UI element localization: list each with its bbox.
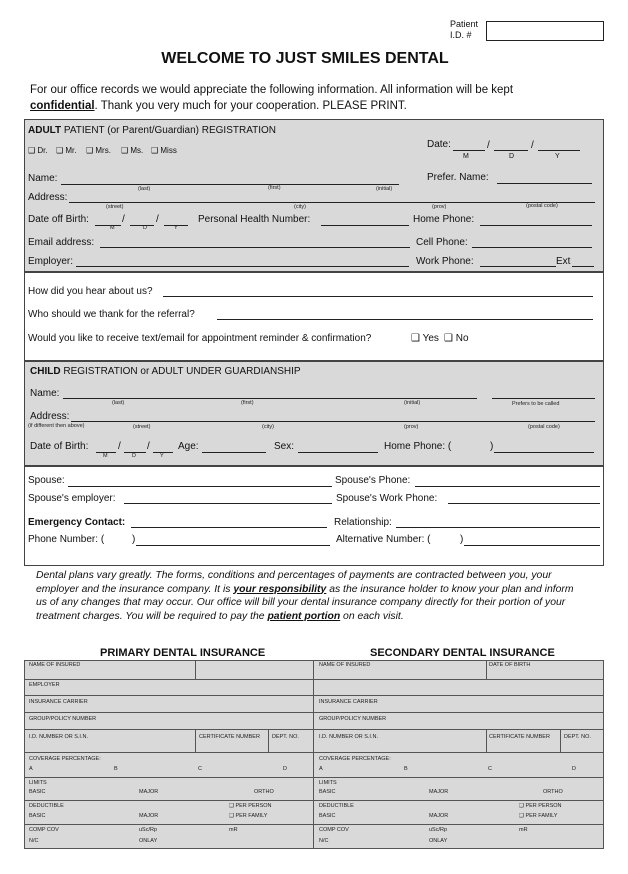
adult-section xyxy=(24,119,604,272)
primary-limits-ortho[interactable]: ORTHO xyxy=(254,789,274,795)
hear-about-field[interactable] xyxy=(163,296,593,297)
ins-row-divider xyxy=(24,824,604,825)
ins-col-divider xyxy=(268,729,269,752)
child-dob-slash-1: / xyxy=(118,441,121,452)
adult-date-m-caption: M xyxy=(463,153,469,160)
adult-name-label: Name: xyxy=(28,173,58,184)
child-dob-label: Date of Birth: xyxy=(30,441,89,452)
spouse-phone-field[interactable] xyxy=(415,486,600,487)
adult-dob-m-caption: M xyxy=(110,225,115,231)
phone-number-close: ) xyxy=(132,534,136,545)
secondary-usc-rp[interactable]: uSc/Rp xyxy=(429,827,448,833)
child-name-last-caption: (last) xyxy=(112,400,125,406)
child-name-initial-caption: (initial) xyxy=(404,400,421,406)
secondary-limits-ortho[interactable]: ORTHO xyxy=(543,789,563,795)
phone-number-label: Phone Number: ( xyxy=(28,534,105,545)
child-address-label: Address: xyxy=(30,411,70,422)
adult-work-phone-field[interactable] xyxy=(480,266,556,267)
title-miss-checkbox[interactable]: ❑ Miss xyxy=(151,146,177,155)
child-heading: CHILD REGISTRATION or ADULT UNDER GUARDIANSHIP xyxy=(30,366,301,377)
primary-mr[interactable]: mR xyxy=(229,827,238,833)
ins-center-divider xyxy=(313,660,314,849)
adult-date-slash-1: / xyxy=(487,140,490,151)
relationship-label: Relationship: xyxy=(334,517,392,528)
adult-employer-field[interactable] xyxy=(76,266,409,267)
adult-heading: ADULT PATIENT (or Parent/Guardian) REGISTRATION xyxy=(28,125,277,136)
phone-number-field[interactable] xyxy=(136,545,330,546)
adult-home-phone-field[interactable] xyxy=(480,225,592,226)
ins-col-divider xyxy=(195,729,196,752)
primary-limits-major[interactable]: MAJOR xyxy=(139,789,159,795)
spouse-field[interactable] xyxy=(68,486,332,487)
adult-home-phone-label: Home Phone: xyxy=(413,214,475,225)
confidential-text: confidential xyxy=(30,100,95,112)
secondary-deductible: DEDUCTIBLE xyxy=(319,803,354,809)
spouse-label: Spouse: xyxy=(28,475,65,486)
child-age-label: Age: xyxy=(178,441,199,452)
primary-per-family-checkbox[interactable]: ❑ PER FAMILY xyxy=(229,813,268,819)
primary-onlay[interactable]: ONLAY xyxy=(139,838,158,844)
insurance-table xyxy=(24,660,604,849)
secondary-limits: LIMITS xyxy=(319,780,337,786)
adult-name-field[interactable] xyxy=(61,184,399,185)
child-addr-prov-caption: (prov) xyxy=(404,424,419,430)
secondary-cov-a[interactable]: A xyxy=(319,766,323,772)
child-addr-city-caption: (city) xyxy=(262,424,274,430)
ins-row-divider xyxy=(24,729,604,730)
spouse-employer-label: Spouse's employer: xyxy=(28,493,116,504)
child-prefers-caption: Prefers to be called xyxy=(512,401,560,407)
secondary-group[interactable]: GROUP/POLICY NUMBER xyxy=(319,716,387,722)
adult-dob-month-field[interactable] xyxy=(95,225,121,226)
child-addr-postal-caption: (postal code) xyxy=(528,424,560,430)
spouse-employer-field[interactable] xyxy=(124,503,332,504)
secondary-per-person-checkbox[interactable]: ❑ PER PERSON xyxy=(519,803,562,809)
child-dob-m-caption: M xyxy=(103,453,108,459)
title-mr-checkbox[interactable]: ❑ Mr. xyxy=(56,146,77,155)
adult-cell-field[interactable] xyxy=(472,247,592,248)
adult-date-year-field[interactable] xyxy=(538,150,580,151)
referral-thank-label: Who should we thank for the referral? xyxy=(28,309,195,320)
page-title: WELCOME TO JUST SMILES DENTAL xyxy=(161,50,449,67)
patient-id-label: Patient I.D. # xyxy=(450,19,479,40)
secondary-name-of-insured[interactable]: NAME OF INSURED xyxy=(319,662,371,668)
secondary-carrier[interactable]: INSURANCE CARRIER xyxy=(319,699,378,705)
ins-col-divider xyxy=(195,660,196,679)
adult-work-phone-label: Work Phone: xyxy=(416,256,474,267)
relationship-field[interactable] xyxy=(396,527,600,528)
adult-employer-label: Employer: xyxy=(28,256,74,267)
adult-dob-d-caption: D xyxy=(143,225,147,231)
secondary-nc[interactable]: N/C xyxy=(319,838,329,844)
adult-address-label: Address: xyxy=(28,192,68,203)
ins-row-divider xyxy=(24,752,604,753)
adult-ext-field[interactable] xyxy=(572,266,594,267)
child-dob-y-caption: Y xyxy=(160,453,164,459)
spouse-phone-label: Spouse's Phone: xyxy=(335,475,411,486)
adult-email-field[interactable] xyxy=(100,247,410,248)
secondary-deductible-major[interactable]: MAJOR xyxy=(429,813,449,819)
child-dob-slash-2: / xyxy=(147,441,150,452)
child-prefers-field[interactable] xyxy=(492,398,595,399)
primary-cov-c[interactable]: C xyxy=(198,766,202,772)
ins-col-divider xyxy=(486,729,487,752)
adult-addr-city-caption: (city) xyxy=(294,204,306,210)
adult-date-day-field[interactable] xyxy=(494,150,528,151)
secondary-cov-c[interactable]: C xyxy=(488,766,492,772)
primary-deductible-major[interactable]: MAJOR xyxy=(139,813,159,819)
ins-row-divider xyxy=(24,800,604,801)
adult-date-slash-2: / xyxy=(531,140,534,151)
secondary-limits-basic[interactable]: BASIC xyxy=(319,789,336,795)
adult-date-d-caption: D xyxy=(509,153,515,160)
adult-name-initial-caption: (initial) xyxy=(376,186,393,192)
primary-cov-d[interactable]: D xyxy=(283,766,287,772)
secondary-mr[interactable]: mR xyxy=(519,827,528,833)
reminder-yes-checkbox[interactable]: ❑ Yes xyxy=(411,333,439,344)
child-home-phone-field[interactable] xyxy=(494,452,594,453)
reminder-question: Would you like to receive text/email for appointment reminder & confirmation? xyxy=(28,333,372,344)
primary-deductible: DEDUCTIBLE xyxy=(29,803,64,809)
ins-col-divider xyxy=(560,729,561,752)
primary-name-of-insured[interactable]: NAME OF INSURED xyxy=(29,662,81,668)
child-dob-d-caption: D xyxy=(132,453,136,459)
adult-cell-label: Cell Phone: xyxy=(416,237,468,248)
primary-group[interactable]: GROUP/POLICY NUMBER xyxy=(29,716,97,722)
secondary-date-of-birth[interactable]: DATE OF BIRTH xyxy=(489,662,531,668)
hear-about-label: How did you hear about us? xyxy=(28,286,153,297)
adult-prefer-name-label: Prefer. Name: xyxy=(427,172,489,183)
primary-nc[interactable]: N/C xyxy=(29,838,39,844)
secondary-per-family-checkbox[interactable]: ❑ PER FAMILY xyxy=(519,813,558,819)
spouse-work-phone-field[interactable] xyxy=(448,503,600,504)
secondary-dept[interactable]: DEPT. NO. xyxy=(564,734,591,740)
ins-row-divider xyxy=(24,712,604,713)
ins-col-divider xyxy=(486,660,487,679)
child-addr-street-caption: (street) xyxy=(133,424,151,430)
secondary-comp-cov[interactable]: COMP COV xyxy=(319,827,349,833)
child-name-label: Name: xyxy=(30,388,60,399)
primary-cov-b[interactable]: B xyxy=(114,766,118,772)
adult-addr-street-caption: (street) xyxy=(106,204,124,210)
alt-number-close: ) xyxy=(460,534,464,545)
title-dr-checkbox[interactable]: ❑ Dr. xyxy=(28,146,48,155)
primary-dept[interactable]: DEPT. NO. xyxy=(272,734,299,740)
primary-usc-rp[interactable]: uSc/Rp xyxy=(139,827,158,833)
adult-date-label: Date: xyxy=(427,139,451,150)
child-age-field[interactable] xyxy=(202,452,266,453)
child-home-phone-close: ) xyxy=(490,441,494,452)
primary-carrier[interactable]: INSURANCE CARRIER xyxy=(29,699,88,705)
secondary-certificate[interactable]: CERTIFICATE NUMBER xyxy=(489,734,550,740)
primary-employer[interactable]: EMPLOYER xyxy=(29,682,60,688)
child-sex-label: Sex: xyxy=(274,441,295,452)
primary-cov-a[interactable]: A xyxy=(29,766,33,772)
secondary-cov-d[interactable]: D xyxy=(572,766,576,772)
child-addr-note-caption: (if different then above) xyxy=(28,423,85,429)
secondary-insurance-title: SECONDARY DENTAL INSURANCE xyxy=(370,647,555,659)
ins-row-divider xyxy=(24,695,604,696)
ins-row-divider xyxy=(24,679,604,680)
child-home-phone-label: Home Phone: ( xyxy=(384,441,452,452)
adult-ext-label: Ext xyxy=(556,256,571,267)
secondary-coverage: COVERAGE PERCENTAGE: xyxy=(319,756,391,762)
adult-prefer-name-field[interactable] xyxy=(497,183,592,184)
contacts-section xyxy=(24,466,604,566)
reminder-no-checkbox[interactable]: ❑ No xyxy=(444,333,469,344)
primary-per-person-checkbox[interactable]: ❑ PER PERSON xyxy=(229,803,272,809)
patient-id-field[interactable] xyxy=(486,21,604,41)
title-ms-checkbox[interactable]: ❑ Ms. xyxy=(121,146,144,155)
referral-thank-field[interactable] xyxy=(217,319,593,320)
primary-deductible-basic[interactable]: BASIC xyxy=(29,813,46,819)
adult-date-y-caption: Y xyxy=(555,153,560,160)
adult-phn-field[interactable] xyxy=(321,225,409,226)
insurance-disclaimer: Dental plans vary greatly. The forms, conditions and percentages of payments are contracted between you, your employer and the insurance company. It is your responsibility as the insurance holder to know your plan and inform us of any changes that may occur. Our office will bill your dental insurance company directly for their portion of your treatment charges. You will be required to pay the patient portion on each visit. xyxy=(36,570,574,622)
adult-phn-label: Personal Health Number: xyxy=(198,214,311,225)
adult-name-last-caption: (last) xyxy=(138,186,151,192)
child-name-field[interactable] xyxy=(63,398,477,399)
intro-line1: For our office records we would appreciate the following information. All information will be kept xyxy=(30,84,514,96)
adult-address-field[interactable] xyxy=(69,202,595,203)
title-mrs-checkbox[interactable]: ❑ Mrs. xyxy=(86,146,111,155)
secondary-id-number[interactable]: I.D. NUMBER OR S.I.N. xyxy=(319,734,378,740)
adult-addr-prov-caption: (prov) xyxy=(432,204,447,210)
adult-date-month-field[interactable] xyxy=(453,150,485,151)
emergency-contact-label: Emergency Contact: xyxy=(28,517,126,528)
child-name-first-caption: (first) xyxy=(241,400,254,406)
primary-limits-basic[interactable]: BASIC xyxy=(29,789,46,795)
ins-row-divider xyxy=(24,777,604,778)
adult-dob-y-caption: Y xyxy=(174,225,178,231)
child-address-field[interactable] xyxy=(71,421,595,422)
secondary-onlay[interactable]: ONLAY xyxy=(429,838,448,844)
alt-number-label: Alternative Number: ( xyxy=(336,534,431,545)
primary-id-number[interactable]: I.D. NUMBER OR S.I.N. xyxy=(29,734,88,740)
adult-email-label: Email address: xyxy=(28,237,95,248)
primary-insurance-title: PRIMARY DENTAL INSURANCE xyxy=(100,647,266,659)
adult-name-first-caption: (first) xyxy=(268,185,281,191)
child-sex-field[interactable] xyxy=(298,452,378,453)
adult-addr-postal-caption: (postal code) xyxy=(526,203,558,209)
emergency-contact-field[interactable] xyxy=(131,527,327,528)
spouse-work-phone-label: Spouse's Work Phone: xyxy=(336,493,438,504)
primary-comp-cov[interactable]: COMP COV xyxy=(29,827,59,833)
primary-coverage: COVERAGE PERCENTAGE: xyxy=(29,756,101,762)
adult-dob-day-field[interactable] xyxy=(130,225,154,226)
secondary-deductible-basic[interactable]: BASIC xyxy=(319,813,336,819)
alt-number-field[interactable] xyxy=(464,545,600,546)
primary-certificate[interactable]: CERTIFICATE NUMBER xyxy=(199,734,260,740)
primary-limits: LIMITS xyxy=(29,780,47,786)
intro-line2: confidential. Thank you very much for your cooperation. PLEASE PRINT. xyxy=(30,100,407,112)
secondary-limits-major[interactable]: MAJOR xyxy=(429,789,449,795)
secondary-cov-b[interactable]: B xyxy=(404,766,408,772)
adult-dob-slash-1: / xyxy=(122,214,125,225)
adult-dob-slash-2: / xyxy=(156,214,159,225)
adult-dob-label: Date off Birth: xyxy=(28,214,89,225)
